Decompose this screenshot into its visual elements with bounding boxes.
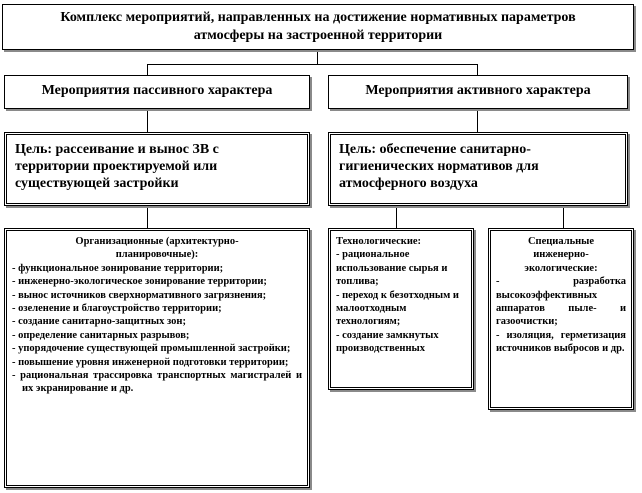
org-item: - функциональное зонирование территории; bbox=[12, 262, 224, 274]
org-item: - создание санитарно-защитных зон; bbox=[12, 316, 186, 328]
passive-goal-line-3: существующей застройки bbox=[15, 176, 179, 191]
active-header-label: Мероприятия активного характера bbox=[365, 83, 591, 98]
spec-heading-line-2: инженерно- bbox=[533, 249, 589, 261]
active-measures-header bbox=[328, 75, 628, 109]
special-measures-box bbox=[488, 228, 634, 410]
title-line-2: атмосферы на застроенной территории bbox=[193, 28, 443, 43]
org-item: - озеленение и благоустройство территории; bbox=[12, 303, 222, 315]
org-item: - рациональная трассировка транспортных магистралей и их экранирование и др. bbox=[12, 370, 302, 395]
diagram-title bbox=[2, 4, 634, 50]
org-heading-line-2: планировочные): bbox=[115, 249, 199, 261]
org-item: - вынос источников сверхнормативного загрязнения; bbox=[12, 289, 267, 301]
connector-passive-org bbox=[147, 206, 148, 228]
tech-item: - переход к безотходным и малоотходным технологиям; bbox=[336, 289, 459, 328]
passive-header-label: Мероприятия пассивного характера bbox=[41, 83, 273, 98]
passive-goal-line-2: территории проектируемой или bbox=[15, 159, 218, 174]
org-item: - упорядочение существующей промышленной застройки; bbox=[12, 343, 291, 355]
title-line-1: Комплекс мероприятий, направленных на достижение нормативных параметров bbox=[60, 10, 576, 25]
active-goal-line-1: Цель: обеспечение санитарно- bbox=[339, 142, 531, 157]
passive-goal-box bbox=[4, 132, 310, 206]
spec-heading-line-1: Специальные bbox=[527, 236, 595, 247]
active-goal-line-2: гигиенических нормативов для bbox=[339, 159, 539, 174]
connector-active-goal bbox=[477, 109, 478, 132]
org-item: - повышение уровня инженерной подготовки территории; bbox=[12, 356, 289, 368]
tech-item: - создание замкнутых производственных bbox=[336, 329, 439, 355]
spec-item: - разработка высокоэффективных аппаратов пыле- и газоочистки; bbox=[496, 276, 626, 328]
technological-measures-box bbox=[328, 228, 474, 390]
passive-measures-header bbox=[4, 75, 310, 109]
connector-to-active bbox=[477, 64, 478, 75]
tech-item: - рациональное использование сырья и топлива; bbox=[336, 249, 448, 288]
organizational-measures-box bbox=[4, 228, 310, 488]
connector-to-passive bbox=[147, 64, 148, 75]
org-item: - определение санитарных разрывов; bbox=[12, 329, 190, 341]
connector-active-tech bbox=[396, 206, 397, 228]
connector-passive-goal bbox=[147, 109, 148, 132]
tech-heading: Технологические: bbox=[336, 236, 422, 247]
active-goal-line-3: атмосферного воздуха bbox=[339, 176, 478, 191]
spec-item: - изоляция, герметизация источников выбросов и др. bbox=[496, 329, 626, 355]
connector-active-spec bbox=[563, 206, 564, 228]
org-heading-line-1: Организационные (архитектурно- bbox=[75, 236, 239, 247]
org-item: - инженерно-экологическое зонирование территории; bbox=[12, 276, 267, 288]
active-goal-box bbox=[328, 132, 628, 206]
connector-horizontal bbox=[147, 64, 477, 65]
spec-heading-line-3: экологические: bbox=[524, 262, 598, 274]
connector-title-down bbox=[317, 50, 318, 64]
passive-goal-line-1: Цель: рассеивание и вынос ЗВ с bbox=[15, 142, 219, 157]
